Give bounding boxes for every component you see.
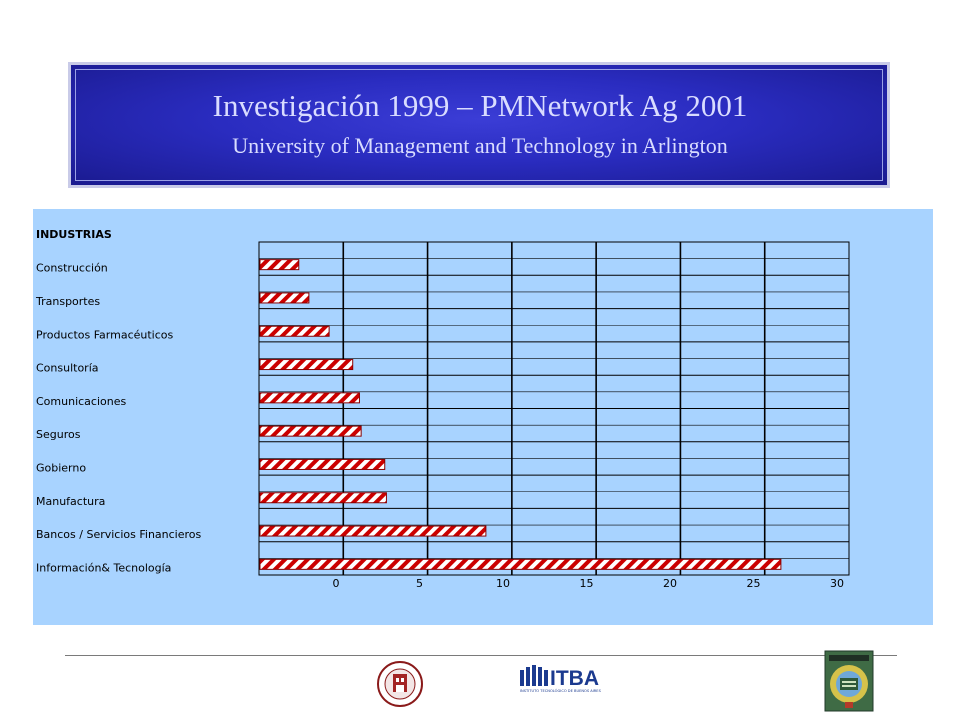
- itba-logo: [518, 664, 626, 694]
- x-tick-labels: [333, 577, 845, 590]
- bar: [260, 260, 299, 270]
- bar: [260, 459, 385, 469]
- bar: [260, 559, 781, 569]
- bar: [260, 426, 361, 436]
- category-label: Seguros: [36, 428, 81, 442]
- category-label: Bancos / Servicios Financieros: [36, 528, 202, 542]
- category-label: Manufactura: [36, 494, 106, 508]
- category-label: Comunicaciones: [36, 394, 127, 408]
- title-banner-border: [75, 69, 883, 181]
- category-label: Construcción: [36, 261, 108, 275]
- chart-panel: [33, 209, 933, 625]
- bar: [260, 293, 309, 303]
- itba-logo-text: ITBA: [550, 667, 599, 690]
- bar-chart: [33, 209, 933, 625]
- x-tick-label: 20: [663, 577, 677, 590]
- bar: [260, 493, 386, 503]
- bar: [260, 393, 359, 403]
- title-banner: [68, 62, 890, 188]
- category-label: Transportes: [36, 294, 101, 308]
- ucema-seal-logo: [374, 660, 426, 708]
- slide-title: Investigación 1999 – PMNetwork Ag 2001: [212, 88, 748, 123]
- chart-header: INDUSTRIAS: [36, 228, 112, 241]
- x-tick-label: 5: [416, 577, 423, 590]
- bar: [260, 526, 486, 536]
- itba-logo-subtext: INSTITUTO TECNOLÓGICO DE BUENOS AIRES: [520, 689, 601, 693]
- category-label: Información& Tecnología: [36, 561, 172, 575]
- slide-subtitle: University of Management and Technology in Arlington: [232, 133, 728, 158]
- footer-divider: [65, 655, 897, 656]
- x-tick-label: 15: [579, 577, 594, 590]
- chart-grid: [259, 242, 849, 575]
- category-labels: [35, 262, 202, 575]
- project-management-badge-logo: [824, 650, 874, 712]
- bar: [260, 326, 329, 336]
- category-label: Consultoría: [36, 361, 99, 375]
- bar: [260, 360, 353, 370]
- x-tick-label: 25: [746, 577, 761, 590]
- x-tick-label: 30: [830, 577, 844, 590]
- x-tick-label: 10: [496, 577, 510, 590]
- category-label: Productos Farmacéuticos: [36, 328, 174, 342]
- x-tick-label: 0: [332, 577, 340, 590]
- category-label: Gobierno: [36, 461, 87, 475]
